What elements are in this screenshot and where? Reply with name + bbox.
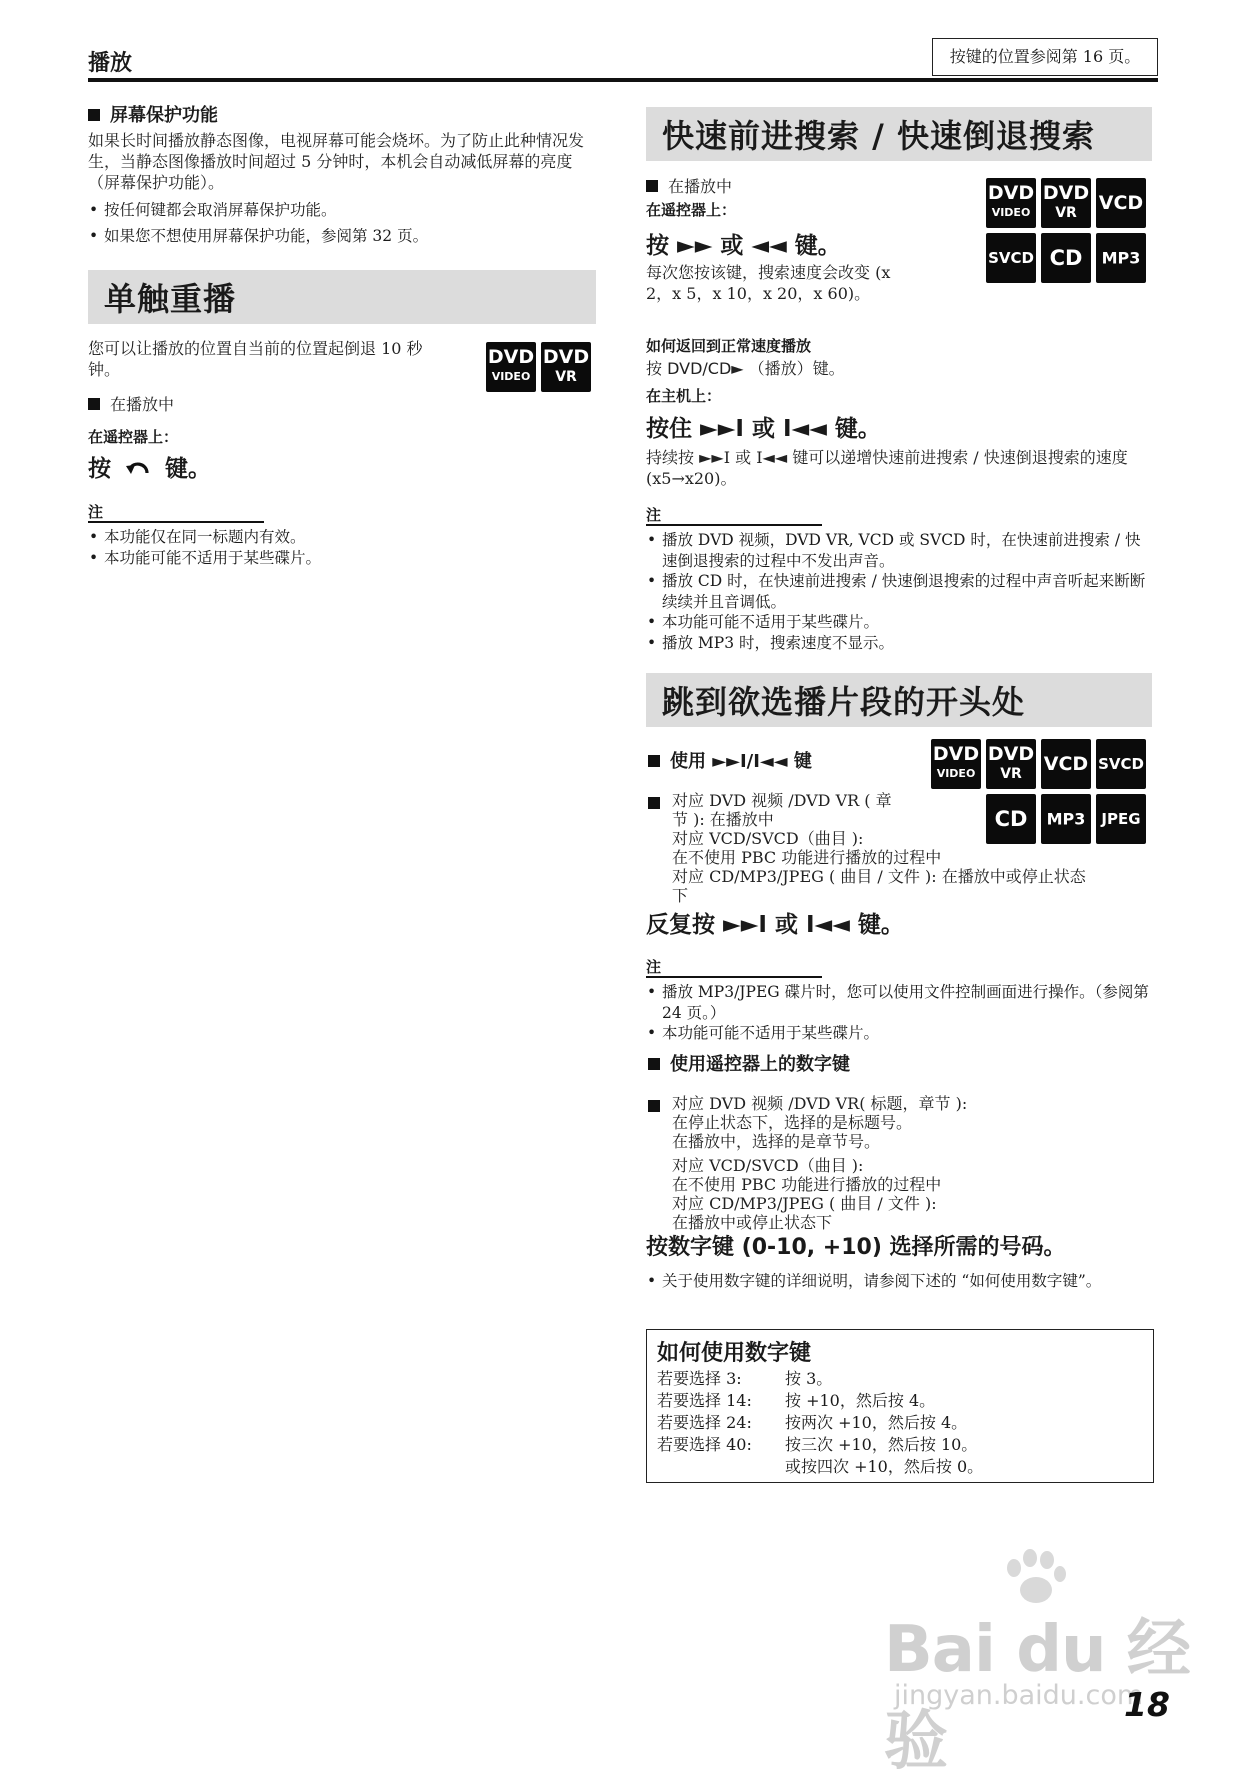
one-touch-command: 按 键。 <box>88 456 212 482</box>
dvd-vr-badge: DVD VR <box>541 342 591 392</box>
skip-notes <box>646 982 1152 1044</box>
list-item: • 按任何键都会取消屏幕保护功能。 <box>88 200 588 221</box>
svcd-badge: SVCD <box>986 233 1036 283</box>
condition-line: 节 ): 在播放中 <box>672 810 774 829</box>
square-bullet-icon <box>646 180 658 192</box>
dvd-video-badge: DVD VIDEO <box>486 342 536 392</box>
list-item: • 播放 MP3/JPEG 碟片时，您可以使用文件控制画面进行操作。（参阅第 24 页。） <box>646 982 1152 1023</box>
return-title: 如何返回到正常速度播放 <box>646 337 812 355</box>
condition-line: 对应 CD/MP3/JPEG ( 曲目 / 文件 ): 在播放中或停止状态 <box>672 867 1086 886</box>
note-label: 注 <box>646 958 662 976</box>
vcd-badge: VCD <box>1096 178 1146 228</box>
condition-line: 对应 CD/MP3/JPEG ( 曲目 / 文件 ): <box>672 1194 937 1213</box>
row-key: 若要选择 40: <box>657 1435 752 1454</box>
table-row <box>657 1390 1137 1411</box>
list-item: • 播放 DVD 视频，DVD VR, VCD 或 SVCD 时，在快速前进搜索 / 快速倒退搜索的过程中不发出声音。 <box>646 530 1152 571</box>
dvd-vr-badge: DVD VR <box>986 739 1036 789</box>
square-bullet-icon <box>648 794 670 813</box>
skip-conditions-2 <box>672 1094 1152 1232</box>
mp3-badge: MP3 <box>1041 794 1091 844</box>
list-item: • 本功能可能不适用于某些碟片。 <box>88 548 588 569</box>
section-header-one-touch: 单触重播 <box>88 270 596 324</box>
list-item: • 本功能可能不适用于某些碟片。 <box>646 612 1152 633</box>
section-header-skip: 跳到欲选播片段的开头处 <box>646 673 1152 727</box>
condition-line: 在播放中，选择的是章节号。 <box>672 1132 881 1151</box>
table-row <box>657 1412 1137 1433</box>
fast-search-during: 在播放中 <box>646 176 732 197</box>
condition-line: 在不使用 PBC 功能进行播放的过程中 <box>672 848 942 867</box>
square-bullet-icon <box>88 398 100 410</box>
row-key: 若要选择 14: <box>657 1391 752 1410</box>
row-value: 按 +10，然后按 4。 <box>785 1391 936 1410</box>
numeric-key-box <box>646 1329 1154 1483</box>
fast-search-desc-main: 持续按 ►►I 或 I◄◄ 键可以递增快速前进搜索 / 快速倒退搜索的速度 (x5→x20)。 <box>646 448 1128 488</box>
disc-badges-fast-search <box>986 178 1156 288</box>
condition-line: 对应 DVD 视频 /DVD VR ( 章 <box>672 791 892 810</box>
note-rule <box>646 976 822 978</box>
vcd-badge: VCD <box>1041 739 1091 789</box>
fast-search-notes <box>646 530 1152 653</box>
skip-command-2: 按数字键 (0-10, +10) 选择所需的号码。 <box>646 1235 1066 1260</box>
return-text: 按 DVD/CD► （播放）键。 <box>646 359 845 378</box>
condition-line: 下 <box>672 886 689 905</box>
page-number: 18 <box>1124 1685 1170 1724</box>
disc-badges-one-touch <box>486 342 594 394</box>
skip-sub1: 使用 ►►I/I◄◄ 键 <box>648 750 812 774</box>
fast-search-on-remote: 在遥控器上： <box>646 201 737 219</box>
mp3-badge: MP3 <box>1096 233 1146 283</box>
square-bullet-icon <box>648 1058 660 1070</box>
one-touch-during: 在播放中 <box>88 394 174 415</box>
jpeg-badge: JPEG <box>1096 794 1146 844</box>
note-rule <box>646 524 822 526</box>
condition-line: 在停止状态下，选择的是标题号。 <box>672 1113 913 1132</box>
dvd-vr-badge: DVD VR <box>1041 178 1091 228</box>
skip-command: 反复按 ►►I 或 I◄◄ 键。 <box>646 912 904 938</box>
list-item: • 播放 CD 时，在快速前进搜索 / 快速倒退搜索的过程中声音听起来断断续续并且音调低。 <box>646 571 1152 612</box>
table-row <box>657 1456 1137 1477</box>
square-bullet-icon <box>88 109 100 121</box>
skip-bullet-2 <box>646 1271 1152 1292</box>
condition-line: 在不使用 PBC 功能进行播放的过程中 <box>672 1175 942 1194</box>
one-touch-body: 您可以让播放的位置自当前的位置起倒退 10 秒钟。 <box>88 339 423 379</box>
cd-badge: CD <box>986 794 1036 844</box>
one-touch-on-remote: 在遥控器上： <box>88 428 179 446</box>
section-header-fast-search: 快速前进搜索 / 快速倒退搜索 <box>646 107 1152 161</box>
replay-icon <box>125 459 151 477</box>
fast-search-command-remote: 按 ►► 或 ◄◄ 键。 <box>646 233 841 259</box>
row-value: 或按四次 +10，然后按 0。 <box>785 1457 984 1476</box>
watermark-url: jingyan.baidu.com <box>894 1680 1144 1711</box>
row-value: 按两次 +10，然后按 4。 <box>785 1413 968 1432</box>
page-reference-box: 按键的位置参阅第 16 页。 <box>932 38 1158 76</box>
row-value: 按 3。 <box>785 1369 833 1388</box>
fast-search-desc: 每次您按该键，搜索速度会改变 (x 2，x 5，x 10，x 20，x 60)。 <box>646 263 891 303</box>
list-item: • 关于使用数字键的详细说明，请参阅下述的 “如何使用数字键”。 <box>646 1271 1152 1292</box>
list-item: • 本功能仅在同一标题内有效。 <box>88 527 588 548</box>
square-bullet-icon <box>648 755 660 767</box>
row-value: 按三次 +10，然后按 10。 <box>785 1435 978 1454</box>
row-key: 若要选择 3: <box>657 1369 742 1388</box>
row-key: 若要选择 24: <box>657 1413 752 1432</box>
note-label: 注 <box>88 503 104 521</box>
list-item: • 如果您不想使用屏幕保护功能，参阅第 32 页。 <box>88 226 588 247</box>
numeric-box-title: 如何使用数字键 <box>657 1341 812 1366</box>
watermark-logo: Bai du 经验 <box>884 1613 1190 1779</box>
skip-conditions <box>672 791 1152 905</box>
list-item: • 本功能可能不适用于某些碟片。 <box>646 1023 1152 1044</box>
square-bullet-icon <box>648 1097 670 1116</box>
svcd-badge: SVCD <box>1096 739 1146 789</box>
fast-search-command-main: 按住 ►►I 或 I◄◄ 键。 <box>646 416 881 442</box>
condition-line: 对应 DVD 视频 /DVD VR( 标题，章节 ): <box>672 1094 968 1113</box>
condition-line: 在播放中或停止状态下 <box>672 1213 833 1232</box>
screen-saver-bullets <box>88 200 588 246</box>
condition-line: 对应 VCD/SVCD（曲目 ): <box>672 1156 864 1175</box>
note-rule <box>88 521 264 523</box>
note-label: 注 <box>646 506 662 524</box>
section-title: 播放 <box>88 51 133 76</box>
one-touch-notes <box>88 527 588 568</box>
skip-sub2: 使用遥控器上的数字键 <box>648 1053 850 1077</box>
list-item: • 播放 MP3 时，搜索速度不显示。 <box>646 633 1152 654</box>
table-row <box>657 1434 1137 1455</box>
table-row <box>657 1368 1137 1389</box>
header-rule <box>88 78 1158 82</box>
screen-saver-title: 屏幕保护功能 <box>88 104 218 128</box>
fast-search-on-main: 在主机上： <box>646 387 722 405</box>
screen-saver-body: 如果长时间播放静态图像，电视屏幕可能会烧坏。为了防止此种情况发生，当静态图像播放时间超过 5 分钟时，本机会自动减低屏幕的亮度 （屏幕保护功能）。 <box>88 131 585 192</box>
cd-badge: CD <box>1041 233 1091 283</box>
dvd-video-badge: DVD VIDEO <box>931 739 981 789</box>
condition-line: 对应 VCD/SVCD（曲目 ): <box>672 829 864 848</box>
dvd-video-badge: DVD VIDEO <box>986 178 1036 228</box>
